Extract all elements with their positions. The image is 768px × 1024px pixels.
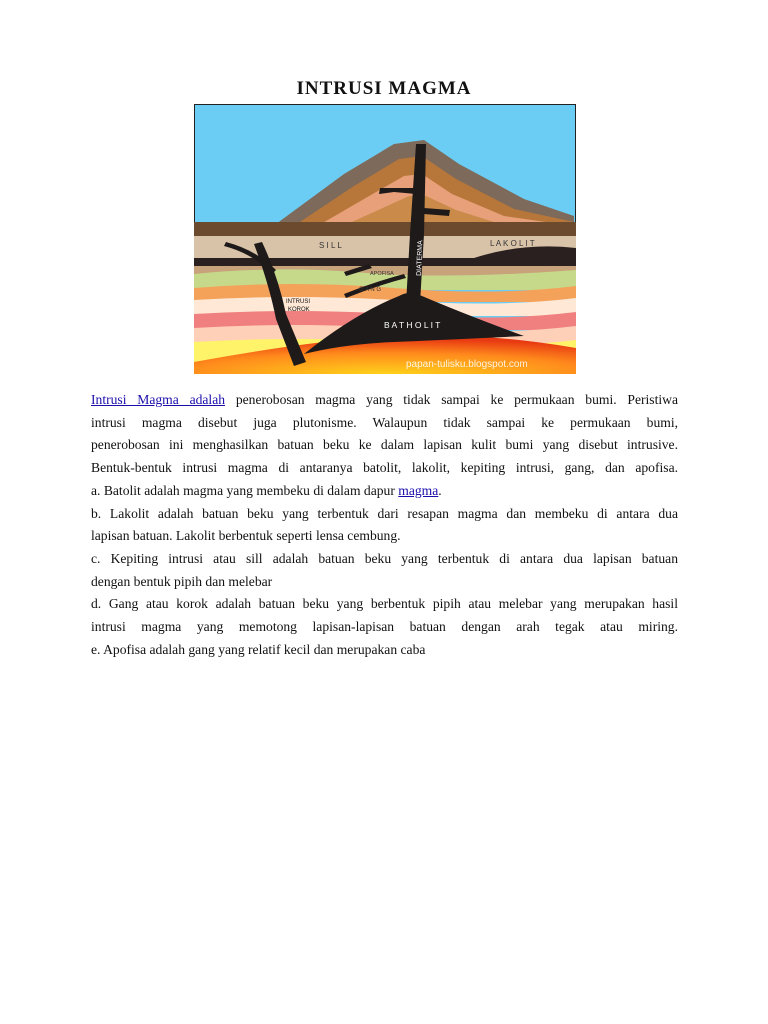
stratum-top bbox=[194, 222, 576, 236]
item-b-line-1: b. Lakolit adalah batuan beku yang terbentuk dari resapan magma dan membeku di antara dua bbox=[91, 505, 678, 521]
label-gang: G A N G bbox=[359, 287, 382, 293]
document-title: INTRUSI MAGMA bbox=[296, 78, 472, 99]
item-d-line-2: intrusi magma yang memotong lapisan-lapisan batuan dengan arah tegak atau miring. bbox=[91, 619, 678, 635]
item-a bbox=[91, 480, 678, 503]
label-apofisa: APOFISA bbox=[370, 271, 394, 277]
paragraph-line-1-text: penerobosan magma yang tidak sampai ke permukaan bumi. Peristiwa bbox=[225, 392, 678, 407]
label-korok: KOROK bbox=[288, 307, 310, 313]
item-a-text: a. Batolit adalah magma yang membeku di dalam dapur bbox=[91, 482, 399, 498]
item-c-line-2: dengan bentuk pipih dan melebar bbox=[91, 573, 273, 589]
article-body bbox=[91, 389, 678, 661]
label-batholit: B A T H O L I T bbox=[384, 320, 441, 330]
label-lakolit: L A K O L I T bbox=[490, 239, 535, 248]
intrusi-magma-link[interactable]: Intrusi Magma adalah bbox=[91, 392, 226, 407]
item-a-end: . bbox=[438, 482, 442, 498]
label-intrusi: INTRUSI bbox=[286, 299, 310, 305]
item-b-line-2: lapisan batuan. Lakolit berbentuk seperti lensa cembung. bbox=[91, 528, 401, 544]
item-d-line-1: d. Gang atau korok adalah batuan beku yang berbentuk pipih atau melebar yang merupakan hasil bbox=[91, 596, 678, 612]
paragraph-line-2: intrusi magma disebut juga plutonisme. Walaupun tidak sampai ke permukaan bumi, bbox=[91, 414, 678, 430]
item-c-line-1: c. Kepiting intrusi atau sill adalah batuan beku yang terbentuk di antara dua lapisan batuan bbox=[91, 550, 678, 566]
watermark-text: papan-tulisku.blogspot.com bbox=[406, 359, 528, 370]
magma-intrusion-diagram bbox=[194, 104, 576, 374]
magma-link[interactable]: magma bbox=[398, 482, 439, 498]
paragraph-line-1 bbox=[91, 389, 678, 412]
item-e-line-1: e. Apofisa adalah gang yang relatif kecil dan merupakan caba bbox=[91, 641, 426, 657]
label-sill: S I L L bbox=[319, 241, 342, 250]
paragraph-line-4: Bentuk-bentuk intrusi magma di antaranya batolit, lakolit, kepiting intrusi, gang, dan apofisa. bbox=[91, 460, 678, 476]
paragraph-line-3: penerobosan ini menghasilkan batuan beku ke dalam lapisan kulit bumi yang disebut intrusive. bbox=[91, 437, 678, 453]
diagram-svg bbox=[194, 104, 576, 374]
label-diaterma: DIATERMA bbox=[416, 240, 425, 277]
